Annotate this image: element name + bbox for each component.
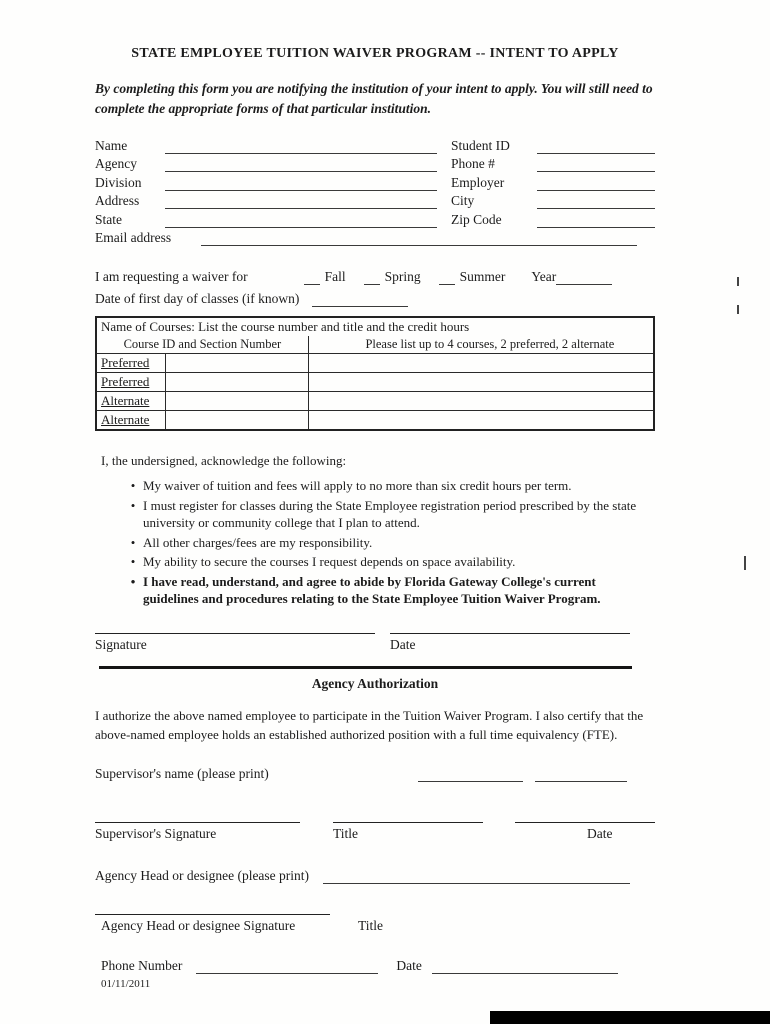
course-id-cell [166,392,308,411]
course-id-header: Course ID and Section Number [96,336,308,354]
course-table [95,316,655,431]
signature-date-block [390,633,630,653]
bullet-text: All other charges/fees are my responsibility. [143,534,373,550]
supervisor-date-block [515,822,655,842]
bullet-item-agreement [101,573,655,607]
section-divider [99,666,632,669]
phone-number-line [196,960,378,974]
bullet-item [101,534,655,551]
supervisor-title-label: Title [333,826,359,842]
state-label: State [95,211,122,227]
alternate-label-2: Alternate [96,411,166,431]
bullet-icon: • [130,573,136,589]
bullet-icon: • [130,497,136,513]
bullet-icon: • [130,554,136,570]
zip-code-field-line [537,213,655,228]
course-title-cell [308,411,654,431]
bullet-text: I must register for classes during the State Employee registration period prescribed by the state university or community college that I plan to attend. [143,497,637,530]
supervisor-name-label: Supervisor's name (please print) [95,766,269,782]
authorization-paragraph: I authorize the above named employee to participate in the Tuition Waiver Program. I also certify that the above-named employee holds an established authorized position with a full time equivalency (FTE). [95,708,644,742]
course-table-title-row [96,317,654,336]
agency-head-signature-label: Agency Head or designee Signature [101,918,296,934]
phone-number-label: Phone Number [101,958,183,974]
course-table-subheader-row [96,336,654,354]
scan-artifact-bar [490,1011,770,1024]
phone-label: Phone # [451,156,495,172]
supervisor-date-label: Date [587,826,613,842]
signature-label: Signature [95,637,147,653]
supervisor-signature-block [95,822,300,842]
bullet-text: I have read, understand, and agree to abide by Florida Gateway College's current guidelines and procedures relating to the State Employee Tuition Waiver Program. [143,573,601,607]
phone-field-line [537,157,655,172]
summer-label: Summer [459,269,506,285]
scan-mark [744,556,746,570]
field-row-address [95,191,655,210]
field-row-state [95,209,655,228]
name-label: Name [95,137,128,153]
course-row-preferred-2 [96,373,654,392]
bullet-item [101,497,655,531]
field-row-agency [95,154,655,173]
first-day-label: Date of first day of classes (if known) [95,291,300,307]
intro-note: By completing this form you are notifying the institution of your intent to apply. You will still need to complete the appropriate forms of that particular institution. [95,81,653,116]
agency-head-print-row [95,868,655,884]
student-id-label: Student ID [451,137,510,153]
city-label: City [451,193,475,209]
alternate-label-1: Alternate [96,392,166,411]
supervisor-name-row [95,766,655,782]
field-row-email [95,228,655,247]
course-title-cell [308,354,654,373]
bullet-icon: • [130,534,136,550]
agency-head-title-label: Title [358,918,384,934]
email-label: Email address [95,230,172,246]
agency-head-signature-block [95,914,330,934]
course-list-note: Please list up to 4 courses, 2 preferred, 2 alternate [308,336,654,354]
signature-row [95,633,655,653]
agency-label: Agency [95,156,137,172]
fall-check-line [304,271,320,285]
agency-field-line [165,157,437,172]
field-row-division [95,172,655,191]
email-field-line [201,231,637,246]
first-day-row [95,291,655,307]
signature-block [95,633,375,653]
supervisor-signature-row [95,822,655,842]
course-title-cell [308,373,654,392]
bullet-text: My ability to secure the courses I request depends on space availability. [143,554,516,570]
supervisor-name-line-2 [535,768,627,782]
year-field-line [556,271,612,285]
supervisor-signature-label: Supervisor's Signature [95,826,217,842]
acknowledgment-intro: I, the undersigned, acknowledge the following: [101,453,347,469]
preferred-label-1: Preferred [96,354,166,373]
scan-mark [737,277,739,286]
year-label: Year [531,269,557,285]
phone-date-line [432,960,618,974]
first-day-field-line [312,293,408,307]
course-table-title: Name of Courses: List the course number and title and the credit hours [96,317,654,336]
agency-head-print-label: Agency Head or designee (please print) [95,868,310,884]
division-label: Division [95,174,142,190]
scan-mark [737,305,739,314]
employer-label: Employer [451,174,505,190]
employer-field-line [537,176,655,191]
waiver-request-row [95,269,655,285]
bullet-icon: • [130,478,136,494]
supervisor-name-line-1 [418,768,523,782]
course-title-cell [308,392,654,411]
contact-fields [95,135,655,246]
form-revision-date: 01/11/2011 [101,978,151,991]
agency-authorization-heading: Agency Authorization [311,676,439,692]
bullet-item [101,477,655,494]
student-id-field-line [537,139,655,154]
zip-code-label: Zip Code [451,211,502,227]
address-field-line [165,194,437,209]
course-row-preferred-1 [96,354,654,373]
preferred-label-2: Preferred [96,373,166,392]
bullet-text: My waiver of tuition and fees will apply to no more than six credit hours per term. [143,478,572,494]
address-label: Address [95,193,140,209]
agency-head-signature-row [95,914,655,934]
phone-date-label: Date [396,958,422,974]
waiver-request-label: I am requesting a waiver for [95,269,248,285]
spring-label: Spring [384,269,421,285]
course-row-alternate-2 [96,411,654,431]
name-field-line [165,139,437,154]
signature-date-label: Date [390,637,416,653]
field-row-name [95,135,655,154]
city-field-line [537,194,655,209]
spring-check-line [364,271,380,285]
supervisor-title-block [333,822,483,842]
course-row-alternate-1 [96,392,654,411]
state-field-line [165,213,437,228]
form-content [95,0,655,990]
phone-row [95,958,655,974]
course-id-cell [166,354,308,373]
summer-check-line [439,271,455,285]
form-title: STATE EMPLOYEE TUITION WAIVER PROGRAM -- INTENT TO APPLY [131,46,619,61]
agency-head-print-line [323,870,630,884]
fall-label: Fall [324,269,346,285]
bullet-item [101,553,655,570]
course-id-cell [166,373,308,392]
acknowledgment-section [101,453,655,607]
course-id-cell [166,411,308,431]
division-field-line [165,176,437,191]
